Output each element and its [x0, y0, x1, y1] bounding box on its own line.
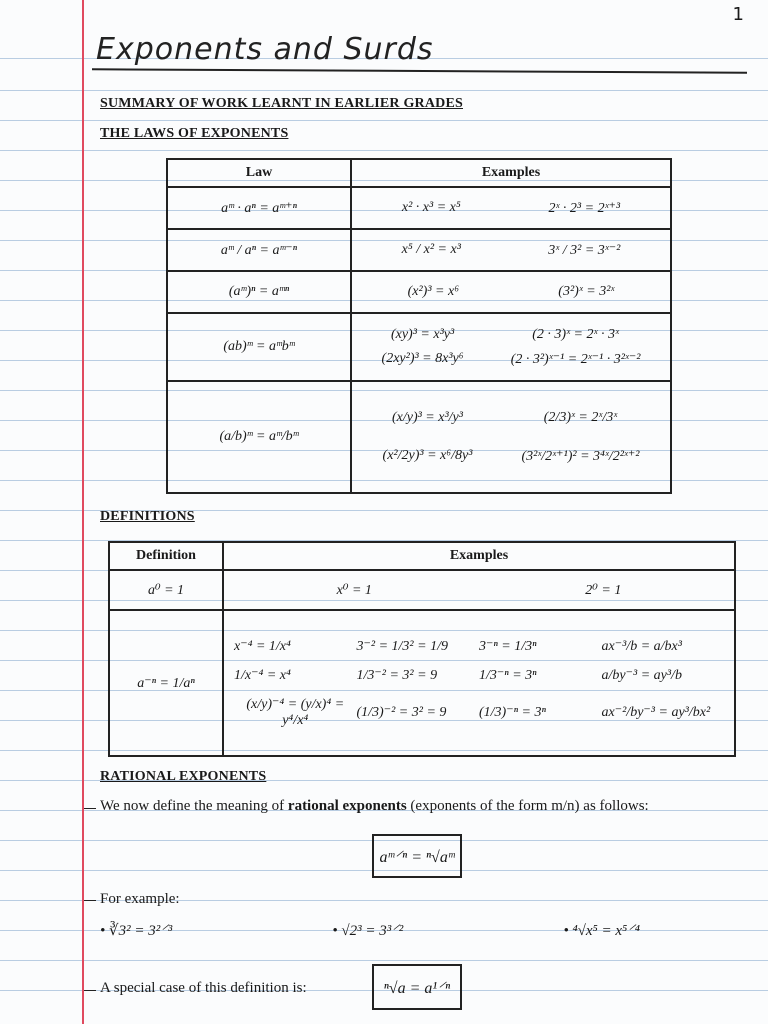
example-cell: ax⁻²/by⁻³ = ay³/bx²	[601, 704, 711, 720]
table-row	[167, 229, 671, 271]
laws-col-law: Law	[167, 159, 351, 187]
intro-text-end: (exponents of the form m/n) as follows:	[406, 798, 649, 814]
for-example-label: For example:	[100, 891, 180, 907]
heading-summary: SUMMARY OF WORK LEARNT IN EARLIER GRADES	[100, 96, 463, 111]
bullet-text: √2³ = 3³⸍²	[341, 923, 404, 939]
laws-col-examples: Examples	[351, 159, 671, 187]
page-number: 1	[732, 4, 744, 25]
margin-dash	[84, 990, 96, 991]
defs-col-examples: Examples	[223, 542, 735, 570]
defs-col-definition: Definition	[109, 542, 223, 570]
example-cell: 1/x⁻⁴ = x⁴	[234, 667, 291, 683]
intro-bold: rational exponents	[287, 798, 407, 814]
example-cell: x² · x³ = x⁵	[401, 200, 461, 215]
bullet-example: • ∛3² = 3²⸍³	[100, 923, 173, 939]
example-cell: 2⁰ = 1	[585, 582, 622, 598]
table-row	[109, 610, 735, 756]
example-cell: (1/3)⁻² = 3² = 9	[356, 704, 447, 720]
law-cell: aᵐ / aⁿ = aᵐ⁻ⁿ	[167, 229, 351, 271]
rational-intro	[100, 798, 649, 815]
example-cell: 2ˣ · 2³ = 2ˣ⁺³	[548, 200, 621, 216]
law-cell: (a/b)ᵐ = aᵐ/bᵐ	[167, 381, 351, 493]
example-cell: (2xy²)³ = 8x³y⁶	[381, 351, 464, 366]
example-cell: (1/3)⁻ⁿ = 3ⁿ	[479, 704, 546, 720]
intro-text: We now define the meaning of	[100, 798, 288, 814]
example-cell: 1/3⁻ⁿ = 3ⁿ	[479, 667, 537, 683]
bullet-example: • ⁴√x⁵ = x⁵⸍⁴	[563, 923, 640, 939]
table-row	[167, 381, 671, 493]
law-cell: (ab)ᵐ = aᵐbᵐ	[167, 313, 351, 381]
example-cell: (2 · 3)ˣ = 2ˣ · 3ˣ	[532, 326, 619, 342]
example-cell: 3ˣ / 3² = 3ˣ⁻²	[548, 242, 621, 258]
margin-dash	[84, 808, 96, 809]
table-row	[109, 570, 735, 610]
table-row	[167, 271, 671, 313]
law-cell: aᵐ · aⁿ = aᵐ⁺ⁿ	[167, 187, 351, 229]
example-cell: x⁵ / x² = x³	[401, 242, 461, 257]
heading-laws: THE LAWS OF EXPONENTS	[100, 126, 289, 141]
example-cell: ax⁻³/b = a/bx³	[601, 638, 682, 654]
example-cell: x⁰ = 1	[336, 582, 372, 598]
example-cell: a/by⁻³ = ay³/b	[601, 667, 682, 683]
example-cell: (x/y)⁻⁴ = (y/x)⁴ = y⁴/x⁴	[246, 696, 345, 728]
law-cell: (aᵐ)ⁿ = aᵐⁿ	[167, 271, 351, 313]
example-cell: (3²)ˣ = 3²ˣ	[558, 284, 615, 299]
example-cell: (x²/2y)³ = x⁶/8y³	[382, 448, 473, 463]
bullet-text: ⁴√x⁵ = x⁵⸍⁴	[572, 923, 640, 939]
example-bullets	[100, 920, 640, 940]
example-cell: (3²ˣ/2ˣ⁺¹)² = 3⁴ˣ/2²ˣ⁺²	[521, 448, 640, 464]
table-row	[167, 313, 671, 381]
heading-rational: RATIONAL EXPONENTS	[100, 769, 267, 784]
definitions-table	[108, 541, 736, 757]
example-cell: 3⁻² = 1/3² = 1/9	[356, 638, 448, 654]
laws-table	[166, 158, 672, 494]
definition-cell: a⁰ = 1	[109, 570, 223, 610]
heading-definitions: DEFINITIONS	[100, 509, 195, 524]
example-cell: x⁻⁴ = 1/x⁴	[234, 638, 291, 654]
margin-line	[82, 0, 84, 1024]
example-cell: (2 · 3²)ˣ⁻¹ = 2ˣ⁻¹ · 3²ˣ⁻²	[510, 351, 641, 367]
special-case-box: ⁿ√a = a¹⸍ⁿ	[372, 964, 462, 1010]
definition-cell: a⁻ⁿ = 1/aⁿ	[109, 610, 223, 756]
title-underline	[92, 68, 747, 73]
table-row	[167, 187, 671, 229]
example-cell: (xy)³ = x³y³	[390, 327, 455, 342]
example-cell: (x/y)³ = x³/y³	[391, 410, 463, 425]
page-title: Exponents and Surds	[96, 32, 434, 67]
margin-dash	[84, 900, 96, 901]
example-cell: 1/3⁻² = 3² = 9	[356, 667, 438, 683]
example-cell: 3⁻ⁿ = 1/3ⁿ	[479, 638, 537, 654]
example-cell: (2/3)ˣ = 2ˣ/3ˣ	[543, 409, 618, 425]
example-cell: (x²)³ = x⁶	[407, 284, 460, 299]
bullet-example: • √2³ = 3³⸍²	[332, 923, 404, 939]
definition-box: aᵐ⸍ⁿ = ⁿ√aᵐ	[372, 834, 462, 878]
special-case-label: A special case of this definition is:	[100, 980, 307, 996]
bullet-text: ∛3² = 3²⸍³	[109, 923, 173, 939]
